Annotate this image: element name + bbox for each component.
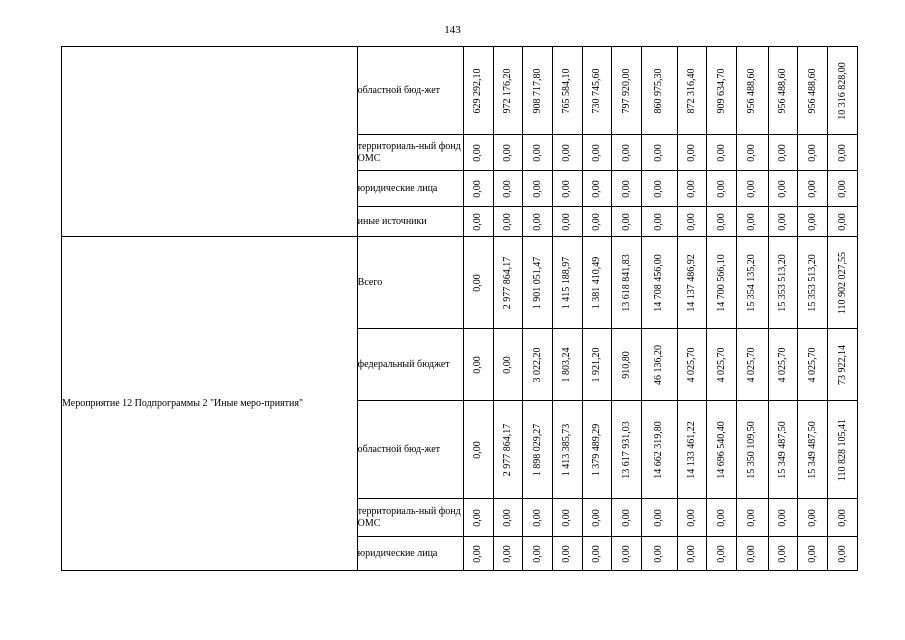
value-cell [677,401,707,499]
value-text: 0,00 [620,212,632,231]
value-cell [582,401,612,499]
value-text: 909 634,70 [715,68,727,113]
value-text: 0,00 [502,143,514,162]
value-text: 14 137 486,92 [686,253,698,312]
value-cell [582,499,612,537]
value-cell [798,171,828,207]
value-text: 0,00 [836,179,848,198]
value-cell [553,537,583,571]
value-text: 14 700 566,10 [715,253,727,312]
value-text: 14 708 456,00 [653,253,665,312]
value-text: 0,00 [746,179,758,198]
value-text: 0,00 [686,544,698,563]
value-cell [642,47,678,135]
value-text: 908 717,80 [531,68,543,113]
value-text: 956 488,60 [806,68,818,113]
value-text: 0,00 [746,544,758,563]
value-cell [493,47,523,135]
value-cell [737,499,769,537]
value-text: 0,00 [531,179,543,198]
value-text: 10 316 828,00 [836,61,848,120]
value-text: 13 617 931,03 [620,420,632,479]
value-cell [464,401,494,499]
value-cell [737,207,769,237]
value-cell [707,237,737,329]
value-cell [464,47,494,135]
value-text: 1 415 188,97 [561,256,573,309]
value-text: 0,00 [715,212,727,231]
value-text: 0,00 [472,544,484,563]
value-text: 629 292,10 [472,68,484,113]
value-text: 0,00 [472,143,484,162]
value-cell [707,499,737,537]
value-text: 15 350 109,50 [746,420,758,479]
value-text: 0,00 [472,440,484,459]
value-text: 0,00 [472,508,484,527]
value-cell [798,537,828,571]
value-cell [582,135,612,171]
value-text: 0,00 [472,179,484,198]
value-cell [768,537,798,571]
funding-source-cell: юридические лица [357,537,463,571]
value-cell [464,207,494,237]
value-text: 4 025,70 [746,347,758,382]
value-text: 0,00 [620,544,632,563]
value-cell [464,171,494,207]
value-text: 1 381 410,49 [591,256,603,309]
value-cell [798,499,828,537]
value-text: 0,00 [777,143,789,162]
value-text: 956 488,60 [746,68,758,113]
value-cell [768,171,798,207]
value-text: 110 902 027,55 [836,251,848,314]
value-text: 14 696 540,40 [715,420,727,479]
value-cell [737,47,769,135]
value-text: 3 022,20 [531,347,543,382]
value-cell [707,47,737,135]
value-text: 0,00 [777,508,789,527]
value-cell [677,135,707,171]
value-cell [523,329,553,401]
value-text: 0,00 [591,544,603,563]
value-text: 0,00 [653,179,665,198]
value-cell [707,401,737,499]
value-text: 0,00 [561,179,573,198]
value-cell [493,171,523,207]
value-cell [798,329,828,401]
funding-source-cell: областной бюд-жет [357,401,463,499]
value-text: 0,00 [502,212,514,231]
value-text: 4 025,70 [806,347,818,382]
value-cell [523,47,553,135]
value-cell [582,537,612,571]
value-text: 1 901 051,47 [531,256,543,309]
value-cell [493,329,523,401]
value-text: 110 828 105,41 [836,418,848,481]
value-cell [677,537,707,571]
value-text: 0,00 [715,544,727,563]
value-cell [582,171,612,207]
value-text: 0,00 [806,143,818,162]
value-cell [737,329,769,401]
value-text: 0,00 [686,212,698,231]
value-cell [828,207,858,237]
value-text: 0,00 [502,544,514,563]
value-cell [798,135,828,171]
value-text: 0,00 [561,143,573,162]
value-cell [737,237,769,329]
value-cell [553,207,583,237]
funding-source-cell: федеральный бюджет [357,329,463,401]
value-cell [642,401,678,499]
value-cell [612,401,642,499]
value-cell [642,135,678,171]
value-cell [677,171,707,207]
value-cell [642,499,678,537]
value-text: 0,00 [591,179,603,198]
value-cell [737,401,769,499]
value-cell [642,171,678,207]
value-text: 0,00 [836,508,848,527]
funding-source-cell: территориаль-ный фонд ОМС [357,135,463,171]
value-text: 2 977 864,17 [502,423,514,476]
value-cell [493,401,523,499]
value-text: 956 488,60 [777,68,789,113]
value-cell [768,401,798,499]
value-cell [677,207,707,237]
value-cell [828,237,858,329]
funding-source-cell: иные источники [357,207,463,237]
value-text: 910,80 [620,350,632,379]
value-text: 0,00 [806,179,818,198]
value-cell [737,171,769,207]
value-cell [523,401,553,499]
value-cell [553,47,583,135]
value-text: 2 977 864,17 [502,256,514,309]
value-cell [553,237,583,329]
value-cell [582,47,612,135]
value-cell [612,237,642,329]
value-cell [828,401,858,499]
budget-table [61,46,858,571]
value-cell [828,329,858,401]
value-text: 4 025,70 [715,347,727,382]
value-text: 0,00 [715,508,727,527]
value-text: 0,00 [686,508,698,527]
value-text: 0,00 [746,143,758,162]
value-cell [493,537,523,571]
value-cell [582,329,612,401]
value-text: 14 133 461,22 [686,420,698,479]
value-cell [464,329,494,401]
value-cell [642,237,678,329]
measure-name-cell [62,47,358,237]
value-cell [612,499,642,537]
value-cell [828,499,858,537]
value-text: 15 349 487,50 [806,420,818,479]
value-cell [707,171,737,207]
value-cell [612,47,642,135]
value-text: 0,00 [777,212,789,231]
value-cell [707,135,737,171]
value-cell [768,47,798,135]
value-text: 0,00 [620,143,632,162]
value-cell [677,499,707,537]
value-text: 730 745,60 [591,68,603,113]
value-text: 0,00 [686,179,698,198]
value-cell [737,537,769,571]
value-cell [828,537,858,571]
value-text: 1 898 029,27 [531,423,543,476]
value-text: 797 920,00 [620,68,632,113]
value-cell [677,47,707,135]
value-cell [798,237,828,329]
measure-name-cell: Мероприятие 12 Подпрограммы 2 "Иные меро-приятия" [62,237,358,571]
value-cell [464,499,494,537]
value-text: 0,00 [806,544,818,563]
value-text: 0,00 [746,212,758,231]
value-text: 1 379 489,29 [591,423,603,476]
value-text: 0,00 [472,355,484,374]
value-text: 0,00 [531,508,543,527]
value-text: 0,00 [502,179,514,198]
value-cell [642,329,678,401]
value-cell [737,135,769,171]
value-cell [707,537,737,571]
funding-source-cell: областной бюд-жет [357,47,463,135]
value-text: 4 025,70 [777,347,789,382]
value-cell [523,135,553,171]
value-text: 0,00 [806,508,818,527]
value-cell [612,135,642,171]
value-cell [828,135,858,171]
value-cell [464,135,494,171]
value-cell [582,237,612,329]
value-cell [642,537,678,571]
value-text: 0,00 [472,212,484,231]
value-text: 4 025,70 [686,347,698,382]
value-text: 0,00 [653,143,665,162]
value-text: 0,00 [777,544,789,563]
value-text: 0,00 [653,508,665,527]
value-cell [612,171,642,207]
value-cell [464,237,494,329]
value-cell [523,207,553,237]
value-text: 1 413 385,73 [561,423,573,476]
value-cell [493,499,523,537]
table-row [62,237,858,329]
value-cell [677,237,707,329]
value-text: 0,00 [620,179,632,198]
value-cell [707,329,737,401]
value-text: 15 349 487,50 [777,420,789,479]
value-text: 0,00 [653,212,665,231]
funding-source-cell: территориаль-ный фонд ОМС [357,499,463,537]
value-text: 1 803,24 [561,347,573,382]
value-text: 0,00 [472,273,484,292]
value-text: 872 316,40 [686,68,698,113]
value-cell [553,499,583,537]
value-text: 73 922,14 [836,344,848,385]
value-text: 0,00 [836,544,848,563]
value-cell [798,401,828,499]
value-text: 0,00 [686,143,698,162]
value-cell [828,47,858,135]
value-cell [553,329,583,401]
value-text: 13 618 841,83 [620,253,632,312]
value-cell [612,329,642,401]
value-cell [553,171,583,207]
value-cell [768,207,798,237]
value-cell [642,207,678,237]
value-cell [523,537,553,571]
value-cell [464,537,494,571]
value-text: 1 921,20 [591,347,603,382]
value-text: 0,00 [561,544,573,563]
value-text: 0,00 [591,508,603,527]
value-cell [798,47,828,135]
value-text: 14 662 319,80 [653,420,665,479]
value-text: 15 353 513,20 [777,253,789,312]
value-cell [582,207,612,237]
value-text: 0,00 [502,355,514,374]
value-cell [553,135,583,171]
value-cell [493,237,523,329]
value-cell [707,207,737,237]
value-text: 0,00 [715,143,727,162]
value-text: 765 584,10 [561,68,573,113]
value-text: 0,00 [561,212,573,231]
value-text: 972 176,20 [502,68,514,113]
value-cell [798,207,828,237]
funding-source-cell: Всего [357,237,463,329]
funding-source-cell: юридические лица [357,171,463,207]
value-cell [768,135,798,171]
value-text: 0,00 [591,143,603,162]
value-cell [553,401,583,499]
value-text: 0,00 [746,508,758,527]
value-cell [768,329,798,401]
value-cell [612,207,642,237]
value-text: 15 353 513,20 [806,253,818,312]
value-text: 0,00 [836,212,848,231]
value-text: 0,00 [531,544,543,563]
value-text: 0,00 [653,544,665,563]
value-text: 0,00 [531,212,543,231]
value-cell [612,537,642,571]
table-row [62,47,858,135]
value-cell [523,499,553,537]
value-cell [523,237,553,329]
value-cell [493,135,523,171]
value-cell [768,237,798,329]
value-cell [493,207,523,237]
value-text: 860 975,30 [653,68,665,113]
value-text: 0,00 [777,179,789,198]
value-text: 0,00 [715,179,727,198]
value-text: 0,00 [561,508,573,527]
value-cell [523,171,553,207]
value-text: 0,00 [806,212,818,231]
value-text: 0,00 [620,508,632,527]
page-number: 143 [444,24,461,36]
value-text: 0,00 [591,212,603,231]
value-text: 0,00 [531,143,543,162]
value-text: 0,00 [836,143,848,162]
value-text: 15 354 135,20 [746,253,758,312]
value-text: 0,00 [502,508,514,527]
value-cell [677,329,707,401]
value-text: 46 136,20 [653,344,665,385]
value-cell [768,499,798,537]
value-cell [828,171,858,207]
